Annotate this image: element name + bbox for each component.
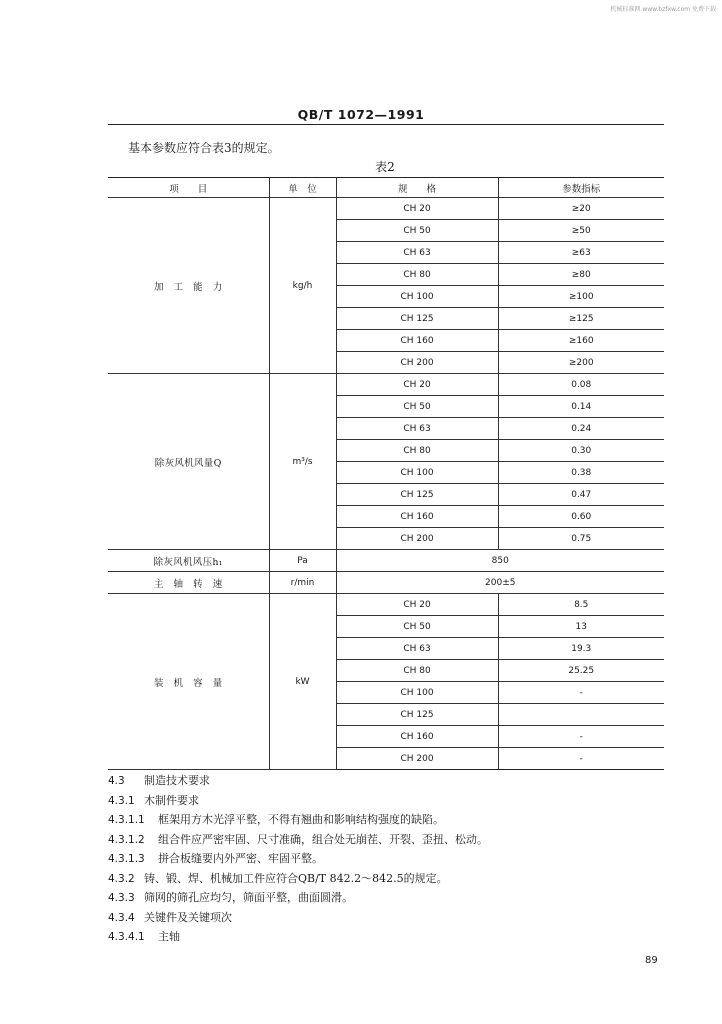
value-cell: ≥100 — [498, 286, 664, 308]
value-cell: 19.3 — [498, 638, 664, 660]
spec-cell: CH 50 — [336, 396, 498, 418]
spec-cell: CH 50 — [336, 220, 498, 242]
section-line — [108, 811, 444, 827]
section-line — [108, 831, 488, 847]
single-item: 主 轴 转 速 — [108, 572, 269, 594]
table-row — [108, 594, 664, 616]
value-cell: - — [498, 726, 664, 748]
airflow-unit: m³/s — [269, 374, 336, 550]
section-number: 4.3.2 — [108, 872, 135, 885]
header-rule — [108, 124, 664, 125]
value-cell: 0.30 — [498, 440, 664, 462]
spec-cell: CH 125 — [336, 704, 498, 726]
intro-paragraph: 基本参数应符合表3的规定。 — [128, 141, 280, 155]
value-cell — [498, 704, 664, 726]
value-cell: ≥80 — [498, 264, 664, 286]
table-header-row — [108, 178, 664, 198]
value-cell: 0.14 — [498, 396, 664, 418]
section-text: 框架用方木光浮平整，不得有翘曲和影响结构强度的缺陷。 — [158, 813, 444, 826]
parameter-table — [108, 177, 664, 770]
spec-cell: CH 160 — [336, 726, 498, 748]
section-number: 4.3.4 — [108, 911, 135, 924]
capacity-item: 加 工 能 力 — [108, 198, 269, 374]
power-unit: kW — [269, 594, 336, 770]
section-text: 筛网的筛孔应均匀，筛面平整，曲面圆滑。 — [144, 891, 353, 904]
spec-cell: CH 100 — [336, 462, 498, 484]
section-text: 主轴 — [158, 930, 180, 943]
value-cell: ≥160 — [498, 330, 664, 352]
value-cell: ≥63 — [498, 242, 664, 264]
spec-cell: CH 50 — [336, 616, 498, 638]
spec-cell: CH 63 — [336, 638, 498, 660]
table-row — [108, 572, 664, 594]
value-cell: 13 — [498, 616, 664, 638]
single-item: 除灰风机风压h₁ — [108, 550, 269, 572]
spec-cell: CH 125 — [336, 308, 498, 330]
value-cell: ≥200 — [498, 352, 664, 374]
value-cell: 25.25 — [498, 660, 664, 682]
spec-cell: CH 160 — [336, 506, 498, 528]
section-number: 4.3.1.1 — [108, 814, 145, 826]
spec-cell: CH 20 — [336, 374, 498, 396]
section-text: 木制件要求 — [144, 793, 199, 807]
value-cell: 0.60 — [498, 506, 664, 528]
spec-cell: CH 63 — [336, 242, 498, 264]
section-number: 4.3.1.3 — [108, 853, 145, 865]
document-code-header: QB/T 1072—1991 — [297, 107, 425, 122]
spec-cell: CH 200 — [336, 352, 498, 374]
spec-cell: CH 80 — [336, 440, 498, 462]
power-item: 装 机 容 量 — [108, 594, 269, 770]
spec-cell: CH 100 — [336, 286, 498, 308]
value-cell: 0.24 — [498, 418, 664, 440]
header-unit: 单 位 — [269, 178, 336, 198]
header-item: 项 目 — [108, 178, 269, 198]
section-line — [108, 772, 210, 788]
header-value: 参数指标 — [498, 178, 664, 198]
section-line — [108, 792, 199, 808]
value-cell: 0.38 — [498, 462, 664, 484]
section-text: 制造技术要求 — [144, 774, 210, 787]
single-value: 850 — [336, 550, 664, 572]
spec-cell: CH 80 — [336, 264, 498, 286]
spec-cell: CH 125 — [336, 484, 498, 506]
value-cell: ≥125 — [498, 308, 664, 330]
capacity-unit: kg/h — [269, 198, 336, 374]
spec-cell: CH 20 — [336, 594, 498, 616]
page-number: 89 — [645, 955, 658, 966]
table-row — [108, 374, 664, 396]
value-cell: 0.47 — [498, 484, 664, 506]
single-unit: r/min — [269, 572, 336, 594]
single-value: 200±5 — [336, 572, 664, 594]
section-line — [108, 850, 323, 866]
value-cell: 0.08 — [498, 374, 664, 396]
section-number: 4.3.3 — [108, 892, 135, 904]
spec-cell: CH 200 — [336, 528, 498, 550]
value-cell: - — [498, 682, 664, 704]
spec-cell: CH 100 — [336, 682, 498, 704]
section-line — [108, 909, 232, 925]
spec-cell: CH 20 — [336, 198, 498, 220]
section-text: 拼合板缝要内外严密、牢固平整。 — [158, 852, 323, 865]
value-cell: ≥50 — [498, 220, 664, 242]
value-cell: ≥20 — [498, 198, 664, 220]
section-number: 4.3.1.2 — [108, 833, 145, 846]
section-text: 关键件及关键项次 — [144, 910, 232, 924]
airflow-item: 除灰风机风量Q — [108, 374, 269, 550]
spec-cell: CH 80 — [336, 660, 498, 682]
section-number: 4.3.1 — [108, 794, 135, 807]
watermark: 机械标准网 www.bzfxw.com 免费下载 — [610, 6, 716, 13]
spec-cell: CH 200 — [336, 748, 498, 770]
section-number: 4.3.4.1 — [108, 931, 145, 943]
section-text: 铸、锻、焊、机械加工件应符合QB/T 842.2～842.5的规定。 — [144, 871, 448, 885]
section-line — [108, 928, 180, 944]
value-cell: 8.5 — [498, 594, 664, 616]
value-cell: - — [498, 748, 664, 770]
spec-cell: CH 63 — [336, 418, 498, 440]
section-number: 4.3 — [108, 775, 125, 787]
table-row — [108, 550, 664, 572]
spec-cell: CH 160 — [336, 330, 498, 352]
header-spec: 规 格 — [336, 178, 498, 198]
single-unit: Pa — [269, 550, 336, 572]
section-line — [108, 870, 448, 886]
section-line — [108, 889, 353, 905]
value-cell: 0.75 — [498, 528, 664, 550]
table-row — [108, 198, 664, 220]
table-caption: 表2 — [375, 160, 395, 174]
section-text: 组合件应严密牢固、尺寸准确，组合处无崩茬、开裂、歪扭、松动。 — [158, 832, 488, 846]
